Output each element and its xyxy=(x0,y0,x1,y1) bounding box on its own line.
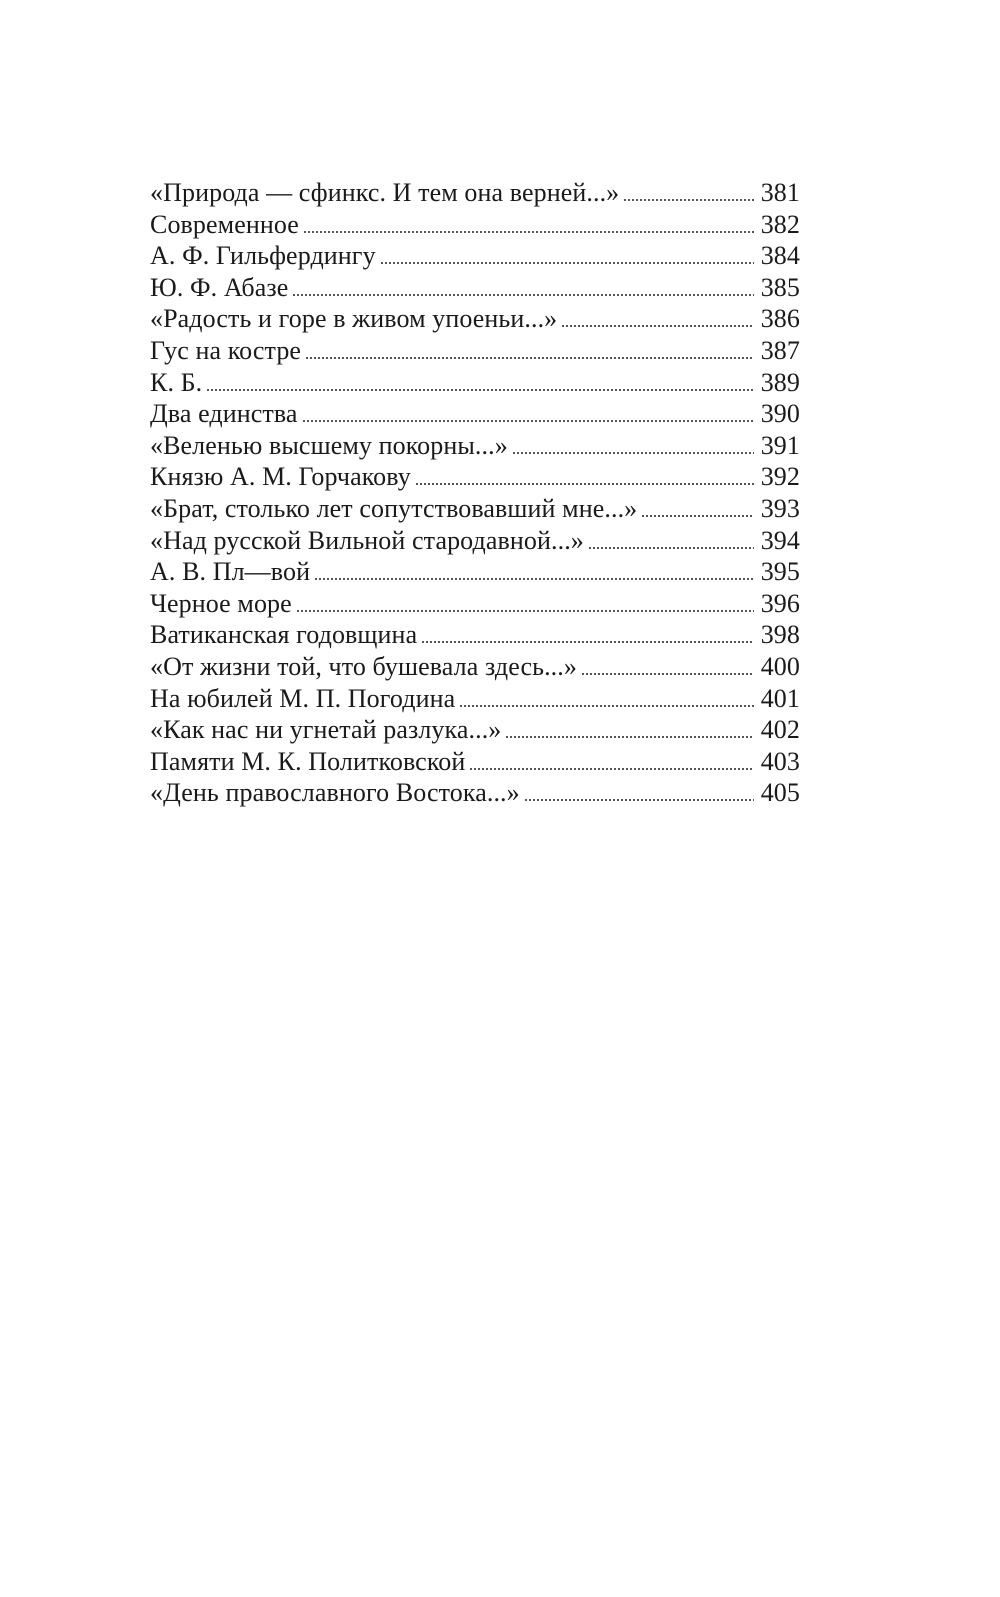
toc-entry-title: Памяти М. К. Политковской xyxy=(150,746,466,776)
toc-entry xyxy=(150,746,800,778)
toc-entry-page: 395 xyxy=(760,557,800,587)
toc-entry xyxy=(150,619,800,651)
toc-entry-title: К. Б. xyxy=(150,367,203,397)
toc-entry-page: 403 xyxy=(760,746,800,776)
toc-entry xyxy=(150,177,800,209)
toc-entry-page: 385 xyxy=(760,272,800,302)
toc-entry-title: «Как нас ни угнетай разлука...» xyxy=(150,715,502,745)
toc-entry-title: «Брат, столько лет сопутствовавший мне...» xyxy=(150,493,638,523)
toc-entry-title: На юбилей М. П. Погодина xyxy=(150,683,456,713)
toc-entry xyxy=(150,398,800,430)
dot-leader xyxy=(623,199,754,201)
toc-entry-page: 382 xyxy=(760,209,800,239)
dot-leader xyxy=(459,705,754,707)
toc-entry-page: 396 xyxy=(760,588,800,618)
toc-entry-page: 381 xyxy=(760,178,800,207)
table-of-contents xyxy=(150,177,800,809)
toc-entry-page: 402 xyxy=(760,715,800,745)
toc-entry-title: Ю. Ф. Абазе xyxy=(150,272,289,302)
toc-entry-title: Гус на костре xyxy=(150,335,302,365)
toc-entry-title: Современное xyxy=(150,209,299,239)
toc-entry-title: «Над русской Вильной стародавной...» xyxy=(150,525,584,555)
toc-entry-page: 390 xyxy=(760,399,800,429)
toc-entry xyxy=(150,525,800,557)
toc-entry-page: 401 xyxy=(760,683,800,713)
dot-leader xyxy=(314,578,754,580)
toc-entry-page: 398 xyxy=(760,620,800,650)
toc-entry xyxy=(150,272,800,304)
dot-leader xyxy=(581,673,754,675)
dot-leader xyxy=(380,262,754,264)
toc-entry-title: Ватиканская годовщина xyxy=(150,620,418,650)
toc-entry-page: 386 xyxy=(760,304,800,334)
toc-entry-page: 400 xyxy=(760,651,800,681)
toc-entry-title: «От жизни той, что бушевала здесь...» xyxy=(150,651,577,681)
toc-entry-page: 392 xyxy=(760,462,800,492)
toc-entry xyxy=(150,367,800,399)
dot-leader xyxy=(512,452,754,454)
dot-leader xyxy=(505,736,754,738)
dot-leader xyxy=(469,768,754,770)
dot-leader xyxy=(292,294,754,296)
toc-entry-title: Черное море xyxy=(150,588,292,618)
toc-entry xyxy=(150,430,800,462)
toc-entry-page: 384 xyxy=(760,241,800,271)
toc-entry xyxy=(150,335,800,367)
dot-leader xyxy=(421,641,754,643)
toc-entry xyxy=(150,461,800,493)
dot-leader xyxy=(206,389,754,391)
dot-leader xyxy=(415,483,754,485)
toc-entry-title: «Природа — сфинкс. И тем она верней...» xyxy=(150,178,620,207)
toc-entry-title: А. В. Пл—вой xyxy=(150,557,311,587)
toc-entry xyxy=(150,651,800,683)
toc-entry xyxy=(150,240,800,272)
dot-leader xyxy=(303,231,754,233)
toc-entry xyxy=(150,493,800,525)
dot-leader xyxy=(524,799,754,801)
dot-leader xyxy=(296,610,754,612)
toc-entry-title: Два единства xyxy=(150,399,298,429)
toc-entry xyxy=(150,588,800,620)
toc-entry-page: 394 xyxy=(760,525,800,555)
toc-entry-page: 389 xyxy=(760,367,800,397)
dot-leader xyxy=(641,515,754,517)
toc-entry xyxy=(150,683,800,715)
toc-entry xyxy=(150,714,800,746)
dot-leader xyxy=(588,547,754,549)
toc-entry-page: 405 xyxy=(760,778,800,808)
toc-entry xyxy=(150,556,800,588)
dot-leader xyxy=(561,325,754,327)
toc-entry xyxy=(150,777,800,809)
toc-entry-title: Князю А. М. Горчакову xyxy=(150,462,411,492)
toc-entry-page: 391 xyxy=(760,430,800,460)
toc-entry-title: А. Ф. Гильфердингу xyxy=(150,241,376,271)
dot-leader xyxy=(305,357,754,359)
toc-entry-title: «День православного Востока...» xyxy=(150,778,520,808)
toc-entry-page: 387 xyxy=(760,335,800,365)
toc-entry xyxy=(150,303,800,335)
toc-entry-title: «Радость и горе в живом упоеньи...» xyxy=(150,304,558,334)
dot-leader xyxy=(302,420,754,422)
toc-entry-page: 393 xyxy=(760,493,800,523)
toc-entry xyxy=(150,209,800,241)
toc-entry-title: «Веленью высшему покорны...» xyxy=(150,430,508,460)
